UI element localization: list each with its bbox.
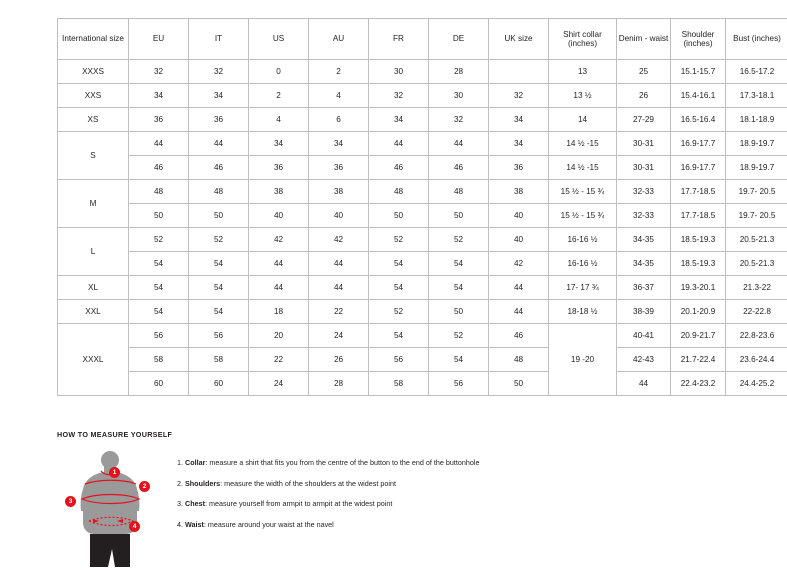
instruction-number: 1 xyxy=(177,458,181,467)
cell-uk-size: 36 xyxy=(489,156,549,180)
cell-eu: 48 xyxy=(129,180,189,204)
cell-us: 42 xyxy=(249,228,309,252)
cell-eu: 32 xyxy=(129,60,189,84)
column-header-international-size: International size xyxy=(58,19,129,60)
cell-denim-waist: 30-31 xyxy=(617,156,671,180)
cell-uk-size: 32 xyxy=(489,84,549,108)
badge-3: 3 xyxy=(65,496,76,507)
cell-international-size: L xyxy=(58,228,129,276)
cell-shoulder-inches: 20.1-20.9 xyxy=(671,300,726,324)
cell-shirt-collar-inches: 14 ½ -15 xyxy=(549,132,617,156)
table-row xyxy=(58,204,787,228)
cell-denim-waist: 44 xyxy=(617,372,671,396)
cell-fr: 54 xyxy=(369,276,429,300)
cell-international-size: XS xyxy=(58,108,129,132)
badge-2: 2 xyxy=(139,481,150,492)
cell-it: 58 xyxy=(189,348,249,372)
cell-au: 28 xyxy=(309,372,369,396)
cell-shoulder-inches: 22.4-23.2 xyxy=(671,372,726,396)
cell-shoulder-inches: 18.5-19.3 xyxy=(671,228,726,252)
column-header-de: DE xyxy=(429,19,489,60)
cell-de: 52 xyxy=(429,324,489,348)
cell-shoulder-inches: 17.7-18.5 xyxy=(671,180,726,204)
cell-it: 48 xyxy=(189,180,249,204)
cell-uk-size xyxy=(489,60,549,84)
cell-shoulder-inches: 16.9-17.7 xyxy=(671,132,726,156)
cell-eu: 54 xyxy=(129,300,189,324)
cell-shirt-collar-inches: 17- 17 ¾ xyxy=(549,276,617,300)
cell-fr: 44 xyxy=(369,132,429,156)
instruction-number: 3 xyxy=(177,499,181,508)
cell-shirt-collar-inches: 16-16 ½ xyxy=(549,228,617,252)
cell-international-size: XXS xyxy=(58,84,129,108)
cell-de: 44 xyxy=(429,132,489,156)
column-header-shirt-collar: Shirt collar (inches) xyxy=(549,19,617,60)
column-header-uk-size: UK size xyxy=(489,19,549,60)
cell-de: 30 xyxy=(429,84,489,108)
cell-eu: 36 xyxy=(129,108,189,132)
table-row xyxy=(58,180,787,204)
cell-it: 56 xyxy=(189,324,249,348)
table-row xyxy=(58,276,787,300)
cell-fr: 46 xyxy=(369,156,429,180)
table-row xyxy=(58,300,787,324)
table-row xyxy=(58,108,787,132)
cell-bust-inches: 20.5-21.3 xyxy=(726,228,787,252)
instruction-number: 4 xyxy=(177,520,181,529)
measurement-figure xyxy=(57,449,167,569)
cell-denim-waist: 34-35 xyxy=(617,252,671,276)
measure-instruction-4: 4. Waist: measure around your waist at the navel xyxy=(177,521,479,529)
table-row xyxy=(58,60,787,84)
measure-instruction-1: 1. Collar: measure a shirt that fits you from the centre of the button to the end of the buttonhole xyxy=(177,459,479,467)
cell-us: 0 xyxy=(249,60,309,84)
badge-4: 4 xyxy=(129,521,140,532)
cell-au: 44 xyxy=(309,252,369,276)
cell-uk-size: 48 xyxy=(489,348,549,372)
cell-denim-waist: 26 xyxy=(617,84,671,108)
instruction-text: : measure a shirt that fits you from the centre of the button to the end of the buttonhole xyxy=(205,458,479,467)
cell-fr: 52 xyxy=(369,300,429,324)
cell-de: 48 xyxy=(429,180,489,204)
cell-au: 24 xyxy=(309,324,369,348)
cell-shirt-collar-inches: 18-18 ½ xyxy=(549,300,617,324)
cell-uk-size: 38 xyxy=(489,180,549,204)
cell-bust-inches: 24.4-25.2 xyxy=(726,372,787,396)
cell-shirt-collar-inches: 14 ½ -15 xyxy=(549,156,617,180)
instruction-label: Shoulders xyxy=(185,479,220,488)
cell-it: 46 xyxy=(189,156,249,180)
cell-au: 26 xyxy=(309,348,369,372)
cell-de: 56 xyxy=(429,372,489,396)
table-body xyxy=(58,60,787,396)
cell-eu: 50 xyxy=(129,204,189,228)
cell-us: 34 xyxy=(249,132,309,156)
table-row xyxy=(58,84,787,108)
table-row xyxy=(58,372,787,396)
cell-fr: 54 xyxy=(369,252,429,276)
how-to-measure-section xyxy=(57,430,757,569)
cell-uk-size: 40 xyxy=(489,204,549,228)
cell-bust-inches: 17.3-18.1 xyxy=(726,84,787,108)
cell-shoulder-inches: 20.9-21.7 xyxy=(671,324,726,348)
cell-denim-waist: 25 xyxy=(617,60,671,84)
badge-1: 1 xyxy=(109,467,120,478)
cell-fr: 50 xyxy=(369,204,429,228)
cell-au: 34 xyxy=(309,132,369,156)
cell-bust-inches: 16.5-17.2 xyxy=(726,60,787,84)
cell-denim-waist: 38-39 xyxy=(617,300,671,324)
cell-international-size: XXL xyxy=(58,300,129,324)
cell-eu: 46 xyxy=(129,156,189,180)
cell-bust-inches: 20.5-21.3 xyxy=(726,252,787,276)
cell-bust-inches: 18.9-19.7 xyxy=(726,132,787,156)
table-head xyxy=(58,19,787,60)
cell-eu: 34 xyxy=(129,84,189,108)
cell-denim-waist: 32-33 xyxy=(617,180,671,204)
cell-uk-size: 34 xyxy=(489,132,549,156)
cell-it: 60 xyxy=(189,372,249,396)
cell-de: 28 xyxy=(429,60,489,84)
cell-uk-size: 44 xyxy=(489,300,549,324)
cell-de: 50 xyxy=(429,204,489,228)
cell-eu: 44 xyxy=(129,132,189,156)
instruction-label: Waist xyxy=(185,520,204,529)
cell-de: 54 xyxy=(429,276,489,300)
instruction-label: Collar xyxy=(185,458,205,467)
cell-bust-inches: 22-22.8 xyxy=(726,300,787,324)
cell-us: 24 xyxy=(249,372,309,396)
cell-uk-size: 44 xyxy=(489,276,549,300)
cell-uk-size: 40 xyxy=(489,228,549,252)
cell-fr: 48 xyxy=(369,180,429,204)
cell-de: 46 xyxy=(429,156,489,180)
instruction-text: : measure around your waist at the navel xyxy=(204,520,334,529)
cell-us: 44 xyxy=(249,252,309,276)
cell-shoulder-inches: 16.9-17.7 xyxy=(671,156,726,180)
cell-denim-waist: 30-31 xyxy=(617,132,671,156)
cell-fr: 58 xyxy=(369,372,429,396)
cell-us: 40 xyxy=(249,204,309,228)
cell-eu: 58 xyxy=(129,348,189,372)
instruction-text: : measure yourself from armpit to armpit at the widest point xyxy=(205,499,392,508)
cell-au: 44 xyxy=(309,276,369,300)
cell-us: 18 xyxy=(249,300,309,324)
cell-it: 50 xyxy=(189,204,249,228)
cell-shoulder-inches: 15.4-16.1 xyxy=(671,84,726,108)
cell-shirt-collar-inches: 15 ½ - 15 ¾ xyxy=(549,204,617,228)
cell-shirt-collar-inches: 15 ½ - 15 ¾ xyxy=(549,180,617,204)
cell-international-size: XL xyxy=(58,276,129,300)
cell-de: 54 xyxy=(429,348,489,372)
column-header-eu: EU xyxy=(129,19,189,60)
cell-au: 4 xyxy=(309,84,369,108)
cell-shirt-collar-inches: 13 xyxy=(549,60,617,84)
table-row xyxy=(58,348,787,372)
cell-bust-inches: 18.1-18.9 xyxy=(726,108,787,132)
cell-fr: 32 xyxy=(369,84,429,108)
cell-shoulder-inches: 17.7-18.5 xyxy=(671,204,726,228)
measure-instructions-list xyxy=(177,449,479,541)
cell-it: 32 xyxy=(189,60,249,84)
table-row xyxy=(58,324,787,348)
cell-de: 50 xyxy=(429,300,489,324)
cell-shirt-collar-inches: 19 -20 xyxy=(549,324,617,396)
cell-uk-size: 50 xyxy=(489,372,549,396)
column-header-au: AU xyxy=(309,19,369,60)
measure-instruction-3: 3. Chest: measure yourself from armpit to armpit at the widest point xyxy=(177,500,479,508)
size-chart-table xyxy=(57,18,787,396)
column-header-bust: Bust (inches) xyxy=(726,19,787,60)
cell-international-size: M xyxy=(58,180,129,228)
table-row xyxy=(58,156,787,180)
cell-bust-inches: 21.3-22 xyxy=(726,276,787,300)
cell-us: 38 xyxy=(249,180,309,204)
cell-us: 22 xyxy=(249,348,309,372)
column-header-denim-waist: Denim - waist xyxy=(617,19,671,60)
cell-bust-inches: 19.7- 20.5 xyxy=(726,180,787,204)
instruction-label: Chest xyxy=(185,499,205,508)
cell-fr: 54 xyxy=(369,324,429,348)
cell-it: 44 xyxy=(189,132,249,156)
cell-shirt-collar-inches: 14 xyxy=(549,108,617,132)
cell-au: 36 xyxy=(309,156,369,180)
cell-fr: 30 xyxy=(369,60,429,84)
cell-international-size: S xyxy=(58,132,129,180)
cell-shoulder-inches: 16.5-16.4 xyxy=(671,108,726,132)
cell-shoulder-inches: 15.1-15.7 xyxy=(671,60,726,84)
cell-uk-size: 46 xyxy=(489,324,549,348)
table-header-row xyxy=(58,19,787,60)
cell-fr: 56 xyxy=(369,348,429,372)
cell-shoulder-inches: 19.3-20.1 xyxy=(671,276,726,300)
measure-instruction-2: 2. Shoulders: measure the width of the shoulders at the widest point xyxy=(177,480,479,488)
cell-us: 20 xyxy=(249,324,309,348)
column-header-shoulder: Shoulder (inches) xyxy=(671,19,726,60)
cell-denim-waist: 34-35 xyxy=(617,228,671,252)
cell-denim-waist: 36-37 xyxy=(617,276,671,300)
instruction-number: 2 xyxy=(177,479,181,488)
cell-denim-waist: 27-29 xyxy=(617,108,671,132)
cell-fr: 34 xyxy=(369,108,429,132)
table-row xyxy=(58,132,787,156)
cell-bust-inches: 22.8-23.6 xyxy=(726,324,787,348)
cell-denim-waist: 42-43 xyxy=(617,348,671,372)
cell-us: 4 xyxy=(249,108,309,132)
cell-shirt-collar-inches: 16-16 ½ xyxy=(549,252,617,276)
cell-eu: 54 xyxy=(129,252,189,276)
cell-eu: 54 xyxy=(129,276,189,300)
cell-it: 52 xyxy=(189,228,249,252)
cell-shirt-collar-inches: 13 ½ xyxy=(549,84,617,108)
cell-shoulder-inches: 21.7-22.4 xyxy=(671,348,726,372)
instruction-text: : measure the width of the shoulders at the widest point xyxy=(220,479,396,488)
cell-de: 32 xyxy=(429,108,489,132)
cell-bust-inches: 23.6-24.4 xyxy=(726,348,787,372)
how-to-measure-title: HOW TO MEASURE YOURSELF xyxy=(57,430,757,439)
cell-us: 2 xyxy=(249,84,309,108)
cell-international-size: XXXL xyxy=(58,324,129,396)
cell-eu: 56 xyxy=(129,324,189,348)
cell-de: 54 xyxy=(429,252,489,276)
cell-au: 6 xyxy=(309,108,369,132)
cell-au: 42 xyxy=(309,228,369,252)
cell-au: 38 xyxy=(309,180,369,204)
cell-eu: 52 xyxy=(129,228,189,252)
cell-au: 2 xyxy=(309,60,369,84)
cell-us: 44 xyxy=(249,276,309,300)
cell-denim-waist: 32-33 xyxy=(617,204,671,228)
cell-it: 54 xyxy=(189,300,249,324)
cell-fr: 52 xyxy=(369,228,429,252)
cell-bust-inches: 19.7- 20.5 xyxy=(726,204,787,228)
column-header-us: US xyxy=(249,19,309,60)
cell-it: 54 xyxy=(189,276,249,300)
size-chart-table-wrapper xyxy=(57,18,732,396)
cell-uk-size: 34 xyxy=(489,108,549,132)
cell-au: 22 xyxy=(309,300,369,324)
cell-it: 54 xyxy=(189,252,249,276)
cell-us: 36 xyxy=(249,156,309,180)
cell-eu: 60 xyxy=(129,372,189,396)
how-to-measure-body xyxy=(57,449,757,569)
cell-denim-waist: 40-41 xyxy=(617,324,671,348)
cell-it: 34 xyxy=(189,84,249,108)
column-header-fr: FR xyxy=(369,19,429,60)
cell-it: 36 xyxy=(189,108,249,132)
cell-uk-size: 42 xyxy=(489,252,549,276)
table-row xyxy=(58,252,787,276)
column-header-it: IT xyxy=(189,19,249,60)
cell-bust-inches: 18.9-19.7 xyxy=(726,156,787,180)
cell-au: 40 xyxy=(309,204,369,228)
table-row xyxy=(58,228,787,252)
cell-shoulder-inches: 18.5-19.3 xyxy=(671,252,726,276)
cell-de: 52 xyxy=(429,228,489,252)
cell-international-size: XXXS xyxy=(58,60,129,84)
